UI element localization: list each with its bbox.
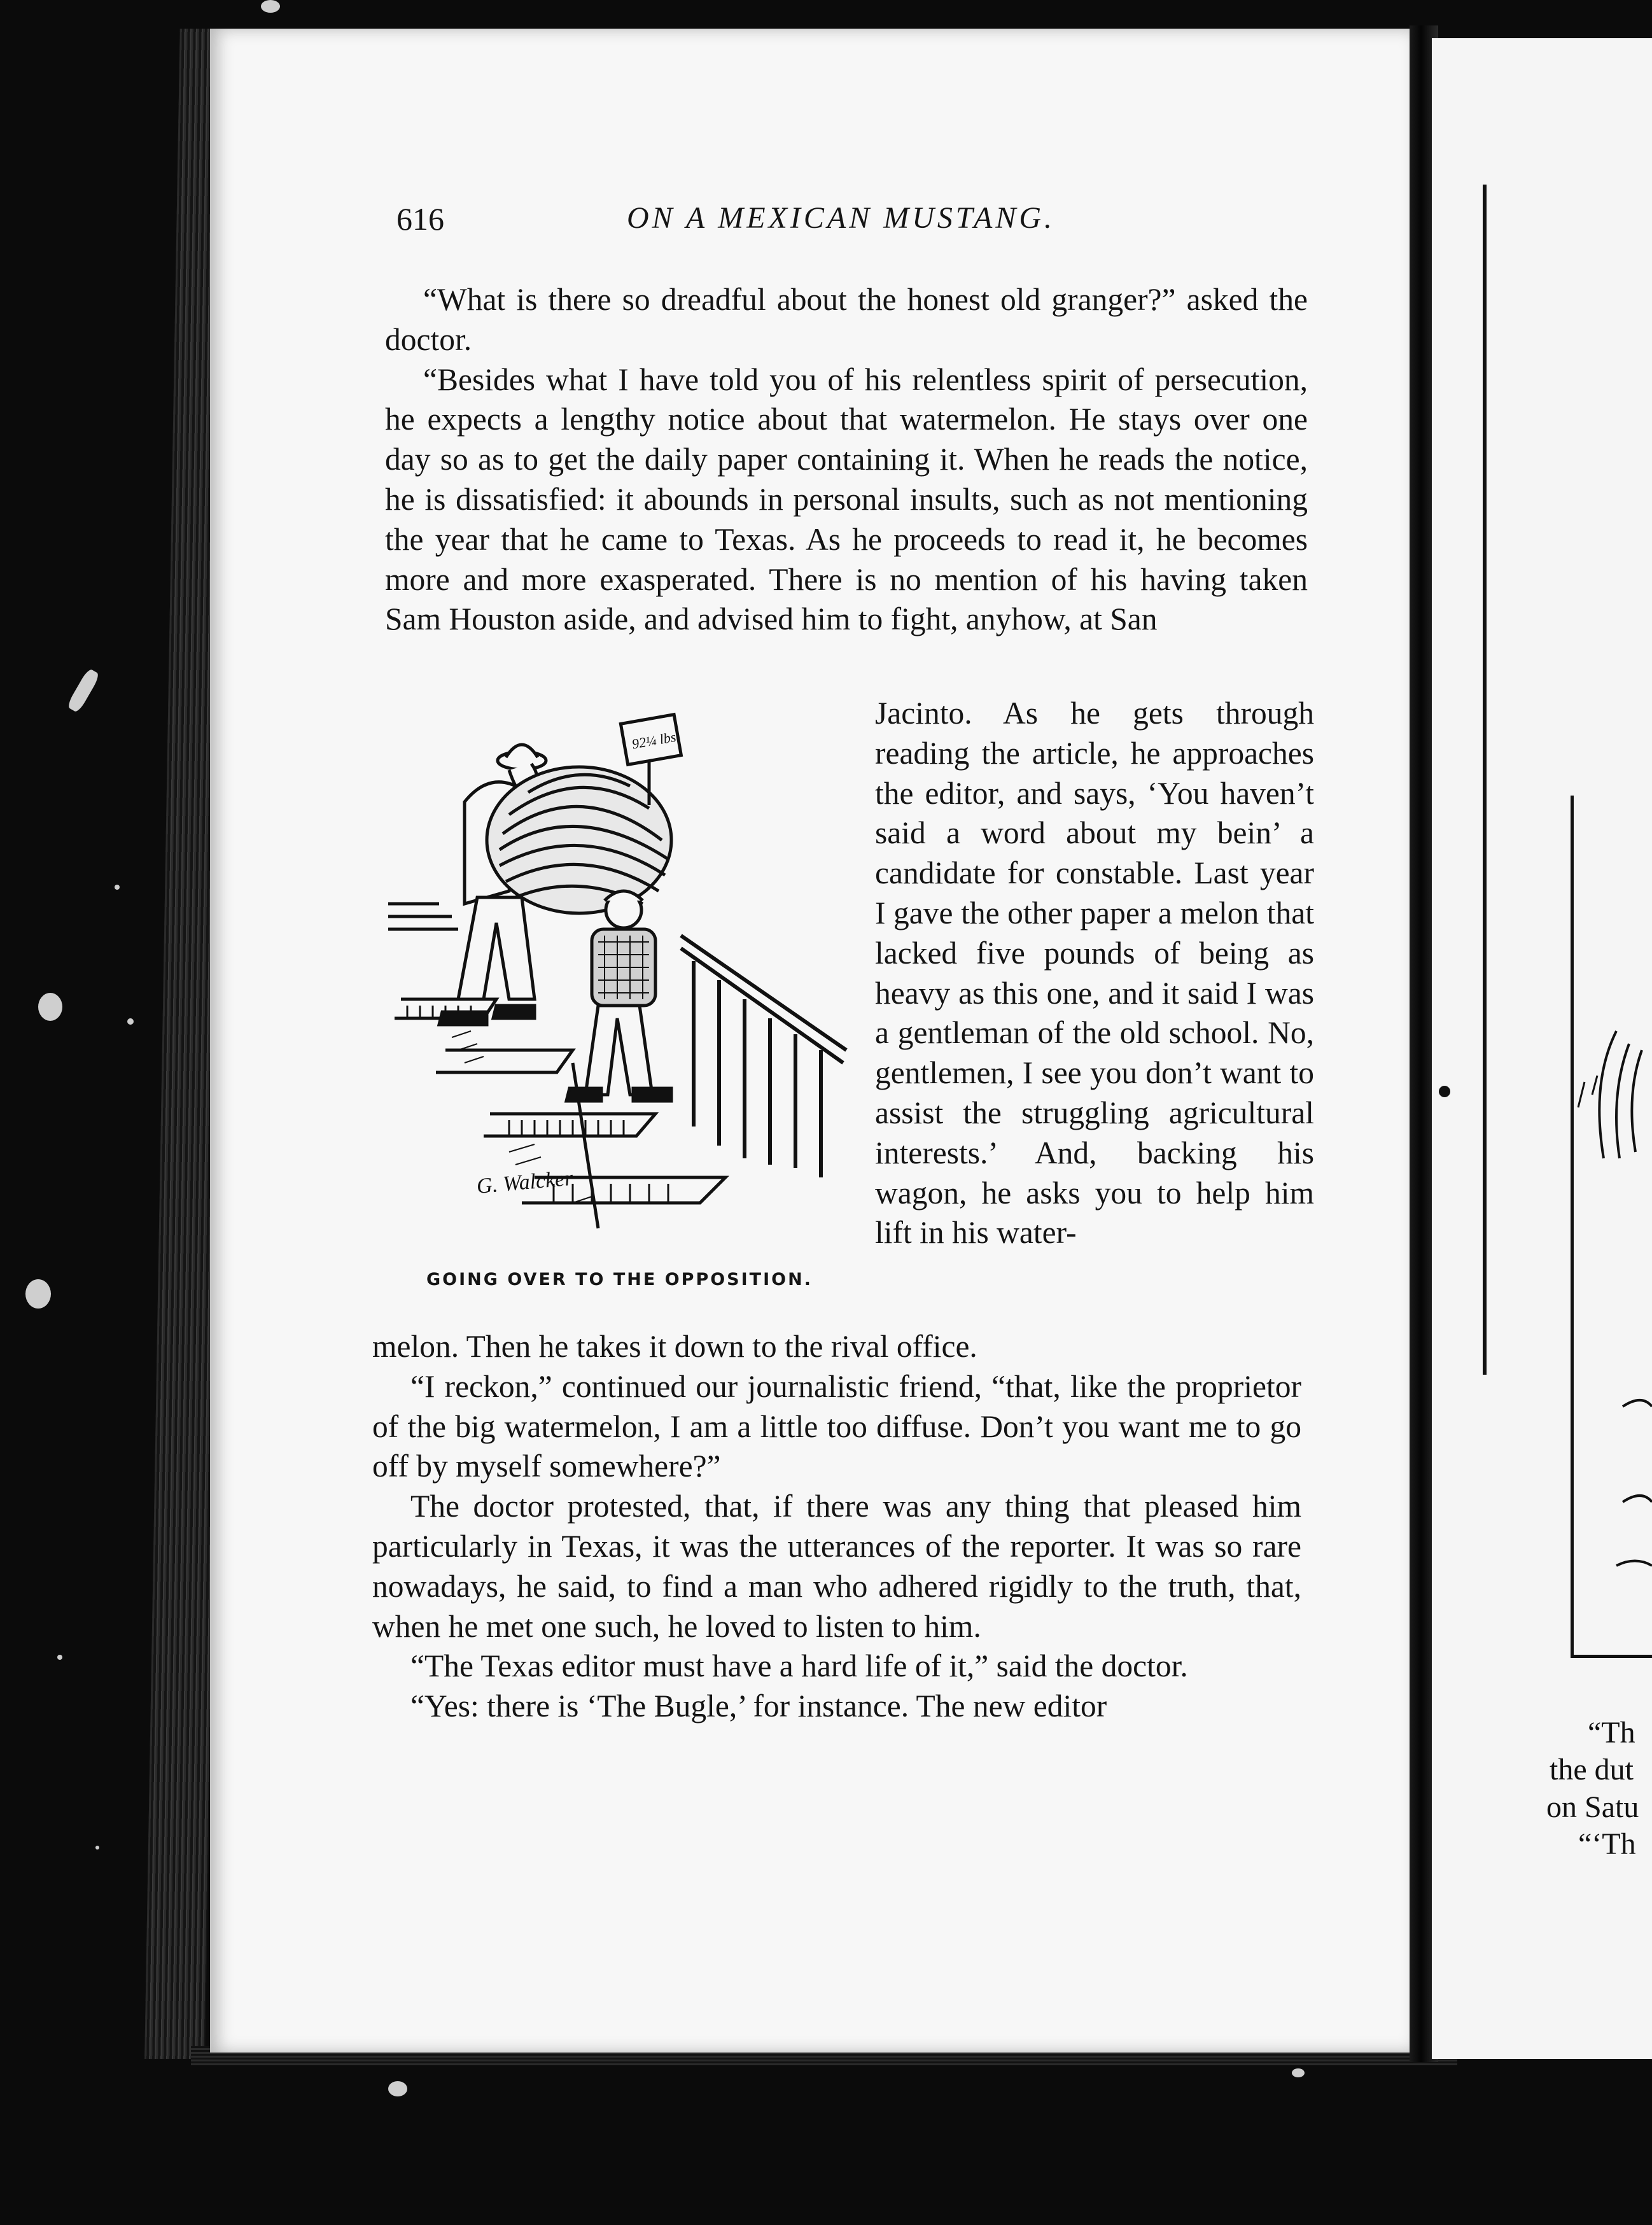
scan-speck	[57, 1655, 62, 1660]
illustration-going-over-to-the-opposition	[382, 706, 853, 1235]
paragraph-continued: melon. Then he takes it down to the rival office.	[372, 1329, 977, 1364]
text-block-wrap	[875, 694, 1314, 1253]
text-block-bottom	[372, 1327, 1301, 1727]
text-block-top	[385, 280, 1308, 640]
page-number: 616	[396, 201, 444, 237]
scan-speck	[115, 885, 120, 890]
facing-page-text-line: on Satu	[1546, 1790, 1639, 1824]
artist-signature: G. Walcker	[475, 1166, 574, 1198]
scan-speck	[38, 993, 62, 1021]
scan-speck	[127, 1018, 134, 1025]
facing-page-text-line: “‘Th	[1578, 1827, 1636, 1861]
sign-text: 92¼ lbs	[631, 728, 678, 752]
paragraph: “Besides what I have told you of his relentless spirit of persecution, he expects a lengthy notice about that watermelon. He stays over one day so as to get the daily paper containing it. When he reads the notice, he is dissatisfied: it abounds in personal insults, such as not mentioning the year that he came to Texas. As he proceeds to read it, he becomes more and more exasperated. There is no mention of his having taken Sam Houston aside, and advised him to fight, anyhow, at San	[385, 361, 1308, 637]
facing-page-text-line: “Th	[1588, 1716, 1635, 1750]
paragraph: “The Texas editor must have a hard life of it,” said the doctor.	[410, 1648, 1188, 1684]
facing-page-illustration-fragment	[1432, 993, 1652, 1820]
paragraph: “What is there so dreadful about the honest old granger?” asked the doctor.	[385, 282, 1308, 357]
running-head: ON A MEXICAN MUSTANG.	[627, 201, 1056, 235]
facing-page-text-line: the dut	[1550, 1753, 1634, 1786]
scan-speck	[261, 0, 280, 13]
scan-speck	[95, 1846, 99, 1849]
illustration-caption: GOING OVER TO THE OPPOSITION.	[426, 1270, 813, 1289]
paragraph: The doctor protested, that, if there was any thing that pleased him particularly in Texas, it was the utterances of the reporter. It was so rare nowadays, he said, to find a man who adhered rigidly to the truth, that, when he met one such, he loved to listen to him.	[372, 1489, 1301, 1644]
paragraph: “Yes: there is ‘The Bugle,’ for instance. The new editor	[410, 1688, 1107, 1724]
scan-speck	[1292, 2068, 1305, 2077]
scan-speck	[66, 668, 101, 713]
scan-speck	[388, 2081, 407, 2096]
paragraph-continued: Jacinto. As he gets through reading the article, he approaches the editor, and says, ‘You haven’t said a word about my bein’ a candidate for constable. Last year I gave the other paper a melon that lacked five pounds of being as heavy as this one, and it said I was a gentleman of the old school. No, gentlemen, I see you don’t want to assist the struggling agricultural interests.’ And, backing his wagon, he asks you to help him lift in his water-	[875, 696, 1314, 1251]
facing-page	[1432, 38, 1652, 2059]
paragraph: “I reckon,” continued our journalistic friend, “that, like the proprietor of the big watermelon, I am a little too diffuse. Don’t you want me to go off by myself somewhere?”	[372, 1368, 1301, 1484]
scan-speck	[25, 1279, 51, 1309]
